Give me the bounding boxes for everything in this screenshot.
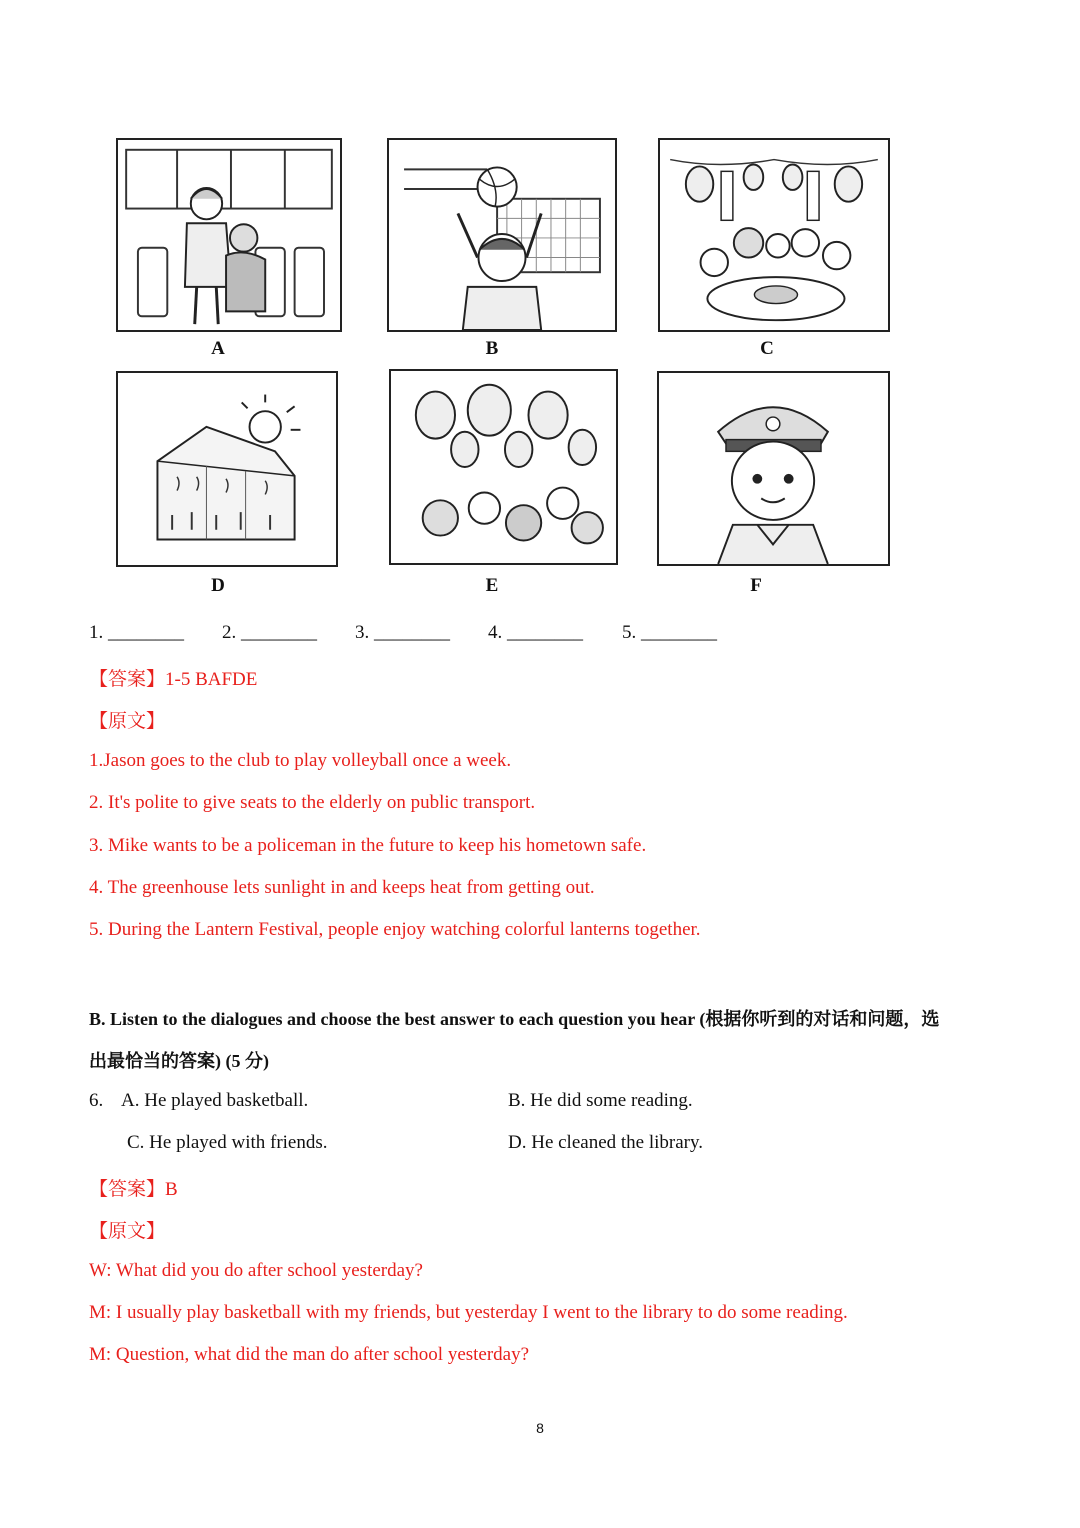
greenhouse-icon (118, 373, 336, 565)
section-a-original-label: 【原文】 (89, 711, 166, 732)
policeman-icon (659, 373, 888, 564)
picture-label-b: B (485, 338, 499, 359)
picture-label-f: F (750, 575, 762, 596)
picture-f (657, 371, 890, 566)
section-b-original-label: 【原文】 (89, 1221, 166, 1242)
section-b-heading: B. Listen to the dialogues and choose the best answer to each question you hear (根据你听到的对话和问题，选 (89, 1009, 940, 1029)
dialogue-line-1: W: What did you do after school yesterday? (89, 1260, 423, 1281)
question-number: 6. (89, 1090, 104, 1111)
answer-blank-4[interactable]: 4. ________ (488, 622, 583, 643)
answer-blank-5[interactable]: 5. ________ (622, 622, 717, 643)
picture-a (116, 138, 342, 332)
transcript-line-4: 4. The greenhouse lets sunlight in and keeps heat from getting out. (89, 877, 595, 898)
section-a-answer: 【答案】1-5 BAFDE (89, 669, 258, 690)
page-number: 8 (536, 1420, 544, 1436)
picture-d (116, 371, 338, 567)
bus-seat-scene-icon (118, 140, 340, 330)
picture-label-c: C (760, 338, 774, 359)
picture-label-a: A (211, 338, 225, 359)
family-dinner-icon (660, 140, 888, 330)
answer-blank-3[interactable]: 3. ________ (355, 622, 450, 643)
section-b-answer: 【答案】B (89, 1179, 178, 1200)
transcript-line-3: 3. Mike wants to be a policeman in the future to keep his hometown safe. (89, 835, 647, 856)
picture-label-d: D (211, 575, 225, 596)
option-d[interactable]: D. He cleaned the library. (508, 1132, 704, 1153)
volleyball-boy-icon (389, 140, 615, 330)
answer-blank-2[interactable]: 2. ________ (222, 622, 317, 643)
option-b[interactable]: B. He did some reading. (508, 1090, 693, 1111)
dialogue-line-3: M: Question, what did the man do after school yesterday? (89, 1344, 530, 1365)
transcript-line-5: 5. During the Lantern Festival, people enjoy watching colorful lanterns together. (89, 919, 701, 940)
picture-b (387, 138, 617, 332)
transcript-line-2: 2. It's polite to give seats to the elderly on public transport. (89, 792, 536, 813)
dialogue-line-2: M: I usually play basketball with my friends, but yesterday I went to the library to do some reading. (89, 1302, 848, 1323)
picture-c (658, 138, 890, 332)
lanterns-crowd-icon (391, 371, 616, 563)
transcript-line-1: 1.Jason goes to the club to play volleyball once a week. (89, 750, 512, 771)
option-a[interactable]: A. He played basketball. (121, 1090, 309, 1111)
option-c[interactable]: C. He played with friends. (127, 1132, 328, 1153)
picture-e (389, 369, 618, 565)
section-b-heading-cont: 出最恰当的答案) (5 分) (89, 1051, 269, 1071)
picture-label-e: E (485, 575, 499, 596)
answer-blank-1[interactable]: 1. ________ (89, 622, 184, 643)
